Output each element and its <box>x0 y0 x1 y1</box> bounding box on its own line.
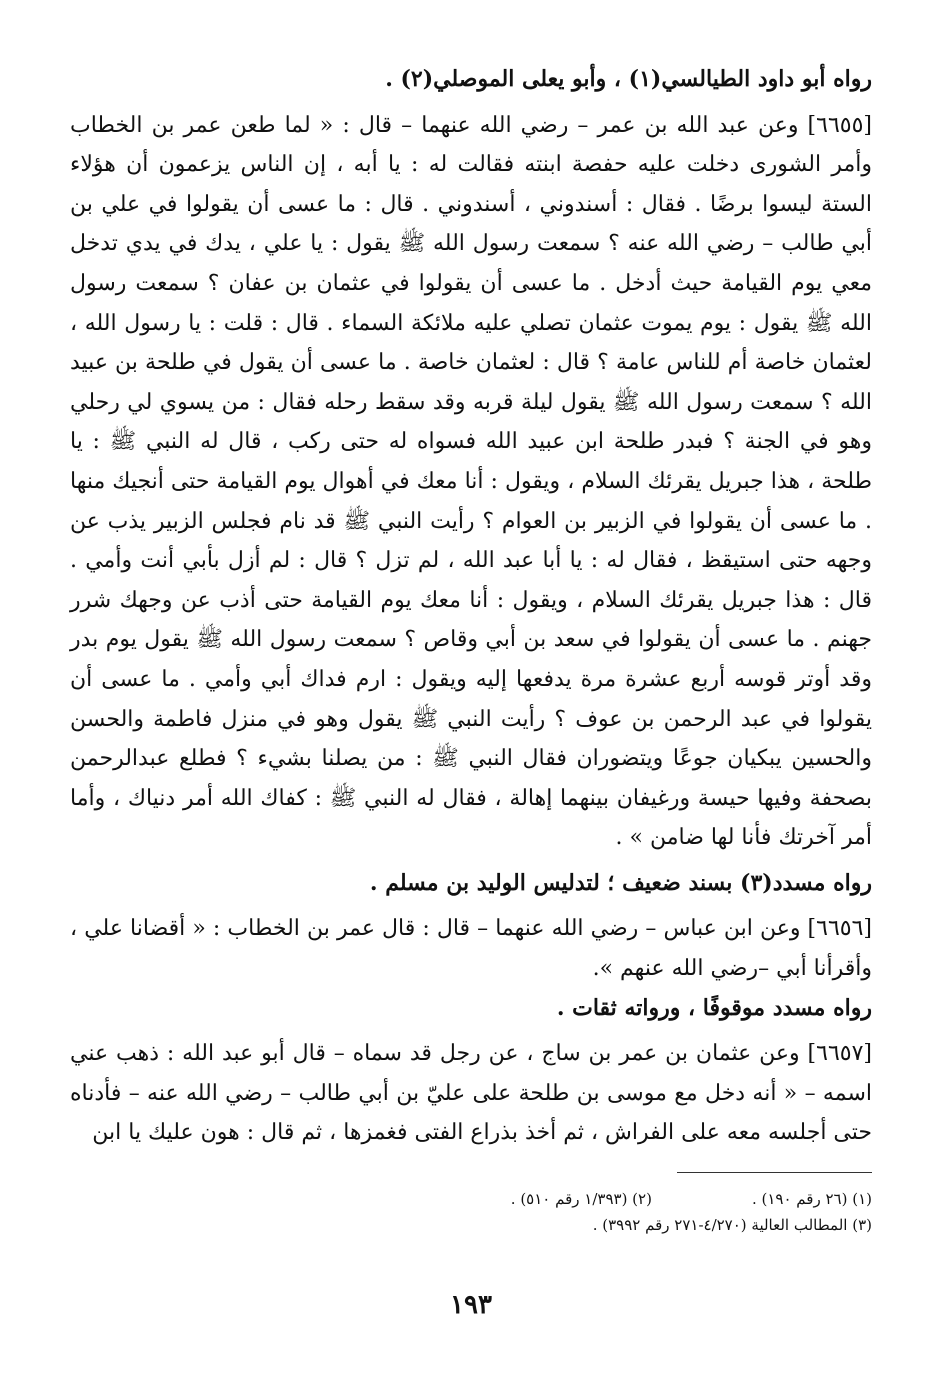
hadith-paragraph: [٦٦٥٥] وعن عبد الله بن عمر – رضي الله عنهما – قال : « لما طعن عمر بن الخطاب وأمر الشورى دخلت عليه حفصة ابنته فقالت له : يا أبه ، إن الناس يزعمون أن هؤلاء الستة ليسوا برضًا . فقال : أسندوني ، أسندوني . قال : ما عسى أن يقولوا في علي بن أبي طالب – رضي الله عنه ؟ سمعت رسول الله ﷺ يقول : يا علي ، يدك في يدي تدخل معي يوم القيامة حيث أدخل . ما عسى أن يقولوا في عثمان بن عفان ؟ سمعت رسول الله ﷺ يقول : يوم يموت عثمان تصلي عليه ملائكة السماء . قال : قلت : يا رسول الله ، لعثمان خاصة أم للناس عامة ؟ قال : لعثمان خاصة . ما عسى أن يقول في طلحة بن عبيد الله ؟ سمعت رسول الله ﷺ يقول ليلة قربه وقد سقط رحله فقال : من يسوي لي رحلي وهو في الجنة ؟ فبدر طلحة ابن عبيد الله فسواه له حتى ركب ، قال له النبي ﷺ : يا طلحة ، هذا جبريل يقرئك السلام ، ويقول : أنا معك في أهوال يوم القيامة حتى أنجيك منها . ما عسى أن يقولوا في الزبير بن العوام ؟ رأيت النبي ﷺ قد نام فجلس الزبير يذب عن وجهه حتى استيقظ ، فقال له : يا أبا عبد الله ، لم تزل ؟ قال : لم أزل بأبي أنت وأمي . قال : هذا جبريل يقرئك السلام ، ويقول : أنا معك يوم القيامة حتى أذب عن وجهك شرر جهنم . ما عسى أن يقولوا في سعد بن أبي وقاص ؟ سمعت رسول الله ﷺ يقول يوم بدر وقد أوتر قوسه أربع عشرة مرة يدفعها إليه ويقول : ارم فداك أبي وأمي . ما عسى أن يقولوا في عبد الرحمن بن عوف ؟ رأيت النبي ﷺ يقول وهو في منزل فاطمة والحسن والحسين يبكيان جوعًا ويتضوران فقال النبي ﷺ : من يصلنا بشيء ؟ فطلع عبدالرحمن بصحفة وفيها حيسة ورغيفان بينهما إهالة ، فقال له النبي ﷺ : كفاك الله أمر دنياك ، وأما أمر آخرتك فأنا لها ضامن » . <box>70 112 872 851</box>
page-number: ١٩٣ <box>450 1290 492 1320</box>
source-note: رواه أبو داود الطيالسي(١) ، وأبو يعلى الموصلي(٢) . <box>385 66 872 92</box>
footnote-row <box>70 1186 872 1212</box>
hadith-paragraph: [٦٦٥٦] وعن ابن عباس – رضي الله عنهما – قال : قال عمر بن الخطاب : « أقضانا علي ، وأقرأنا أبي –رضي الله عنهم ». <box>70 916 872 982</box>
footnote-divider <box>677 1172 872 1173</box>
footnotes <box>70 1186 872 1238</box>
hadith-paragraph: [٦٦٥٧] وعن عثمان بن عمر بن ساج ، عن رجل قد سماه – قال أبو عبد الله : ذهب عني اسمه – « أنه دخل مع موسى بن طلحة على عليّ بن أبي طالب – رضي الله عنه – فأدناه حتى أجلسه معه على الفراش ، ثم أخذ بذراع الفتى فغمزها ، ثم قال : هون عليك يا ابن <box>70 1041 872 1146</box>
main-text <box>70 60 872 1153</box>
footnote-3: (٣) المطالب العالية (٤/٢٧٠-٢٧١ رقم ٣٩٩٢) . <box>592 1216 872 1234</box>
footnote-1: (١) (٢٦ رقم ١٩٠) . <box>751 1190 872 1208</box>
footnote-2: (٢) (١/٣٩٣ رقم ٥١٠) . <box>510 1190 652 1208</box>
footnote-row <box>70 1212 872 1238</box>
source-note: رواه مسدد موقوفًا ، ورواته ثقات . <box>556 994 872 1021</box>
source-note: رواه مسدد(٣) بسند ضعيف ؛ لتدليس الوليد بن مسلم . <box>369 869 872 896</box>
